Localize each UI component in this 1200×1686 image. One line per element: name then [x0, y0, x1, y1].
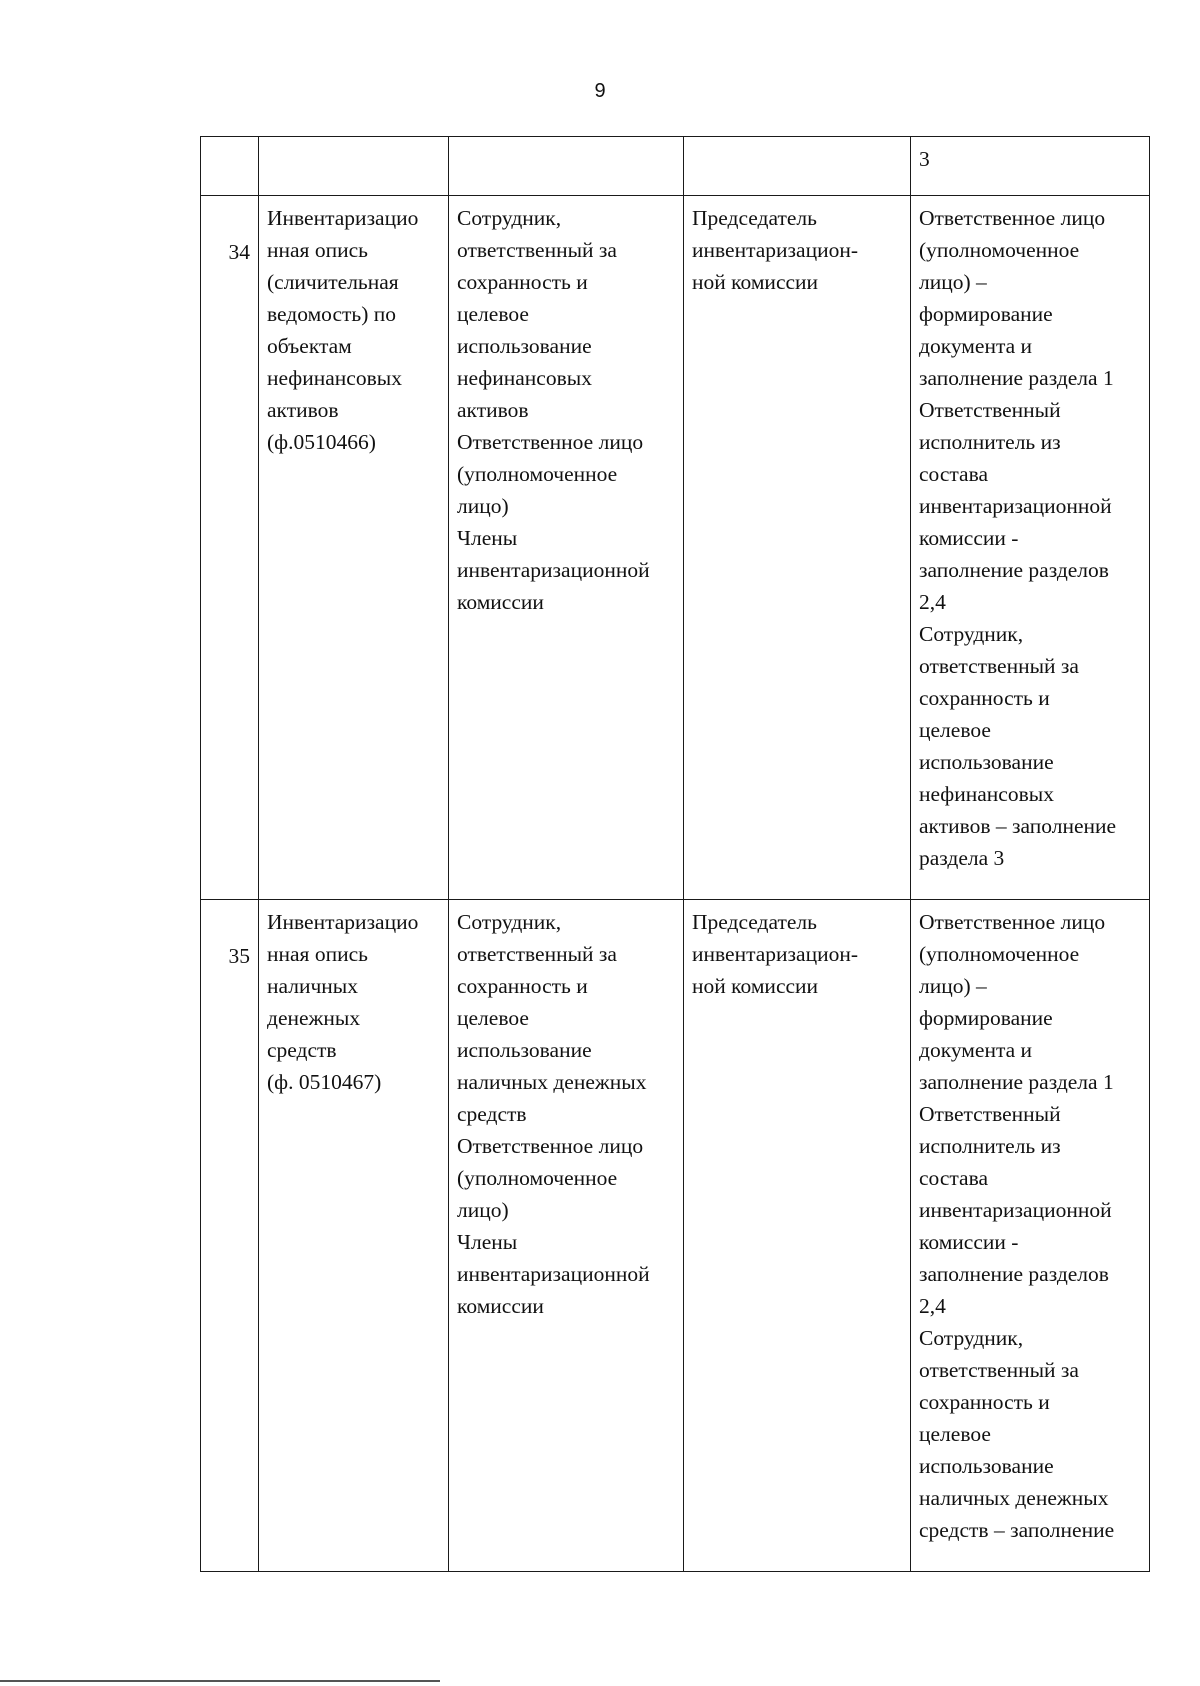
signer-cell: Председатель инвентаризацион- ной комиссии [684, 900, 911, 1572]
header-cell [201, 137, 259, 196]
header-cell [684, 137, 911, 196]
row-number: 35 [201, 900, 259, 1572]
header-cell [449, 137, 684, 196]
table-row [201, 900, 1150, 1572]
scan-edge-rule [0, 1680, 440, 1682]
table-header-row [201, 137, 1150, 196]
document-name-cell: Инвентаризацио нная опись наличных денежных средств (ф. 0510467) [259, 900, 449, 1572]
roles-cell: Ответственное лицо (уполномоченное лицо) – формирование документа и заполнение раздела 1 Ответственный исполнитель из состава инвентаризационной комиссии - заполнение разделов 2,4 Сотрудник, ответственный за сохранность и целевое использование нефинансовых активов – заполнение раздела 3 [911, 196, 1150, 900]
signer-cell: Председатель инвентаризацион- ной комиссии [684, 196, 911, 900]
responsible-cell: Сотрудник, ответственный за сохранность и целевое использование наличных денежных средств Ответственное лицо (уполномоченное лицо) Члены инвентаризационной комиссии [449, 900, 684, 1572]
roles-cell: Ответственное лицо (уполномоченное лицо) – формирование документа и заполнение раздела 1 Ответственный исполнитель из состава инвентаризационной комиссии - заполнение разделов 2,4 Сотрудник, ответственный за сохранность и целевое использование наличных денежных средств – заполнение [911, 900, 1150, 1572]
row-number: 34 [201, 196, 259, 900]
header-cell [259, 137, 449, 196]
document-name-cell: Инвентаризацио нная опись (сличительная ведомость) по объектам нефинансовых активов (ф.0510466) [259, 196, 449, 900]
table-row [201, 196, 1150, 900]
responsible-cell: Сотрудник, ответственный за сохранность и целевое использование нефинансовых активов Ответственное лицо (уполномоченное лицо) Члены инвентаризационной комиссии [449, 196, 684, 900]
document-table [200, 136, 1150, 1572]
page-number: 9 [594, 80, 606, 102]
header-cell: 3 [911, 137, 1150, 196]
